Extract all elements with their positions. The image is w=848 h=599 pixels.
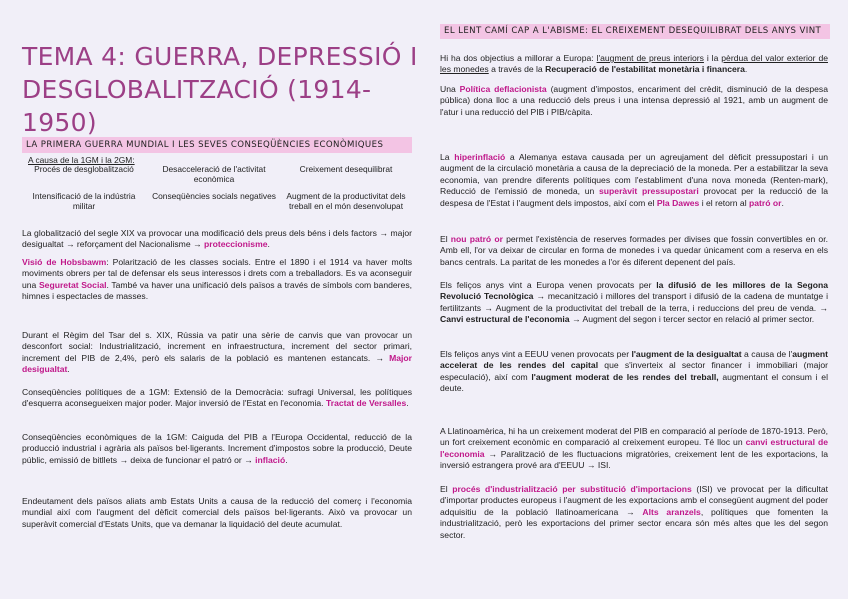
cause-item: Conseqüències socials negatives bbox=[152, 191, 276, 201]
cause-item: Procés de desglobalització bbox=[34, 164, 134, 174]
paragraph-deflation: Una Política deflacionista (augment d'impostos, encariment del crèdit, disminució de la despesa pública) dona lloc a una reducció dels preus i una intensa depressió al 1921, amb un augment de l'atur i una reducció del PIB i PIB/càpita. bbox=[440, 84, 828, 117]
paragraph-russia: Durant el Règim del Tsar del s. XIX, Rússia va patir una sèrie de canvis que van provocar un desconfort social: Industrialització, increment en infraestructura, increment del sector primari, increment del PIB de 2,4%, però els salaris de la població es mantenen estancats. → Major desigualtat. bbox=[22, 330, 412, 375]
paragraph-economic-consequences: Conseqüències econòmiques de la 1GM: Caiguda del PIB a l'Europa Occidental, reducció de la producció industrial i agrària als països bel·ligerants. Increment d'impostos sobre la producció, Deute públic, emissió de bitllets → deixa de funcionar el patró or → inflació. bbox=[22, 432, 412, 465]
paragraph-globalization: La globalització del segle XIX va provocar una modificació dels preus dels béns i dels factors → major desigualtat → reforçament del Nacionalisme → proteccionisme. bbox=[22, 228, 412, 250]
page-title: TEMA 4: GUERRA, DEPRESSIÓ I DESGLOBALITZACIÓ (1914-1950) bbox=[22, 42, 418, 137]
paragraph-hobsbawm: Visió de Hobsbawm: Polarització de les classes socials. Entre el 1890 i el 1914 va haver molts moviments obrers per tal de defensar els seus interessos i drets com a treballadors. Es va aconseguir una Seguretat Social. També va haver una unificació dels països a través de símbols com banderes, himnes i espectacles de masses. bbox=[22, 257, 412, 302]
paragraph-roaring-twenties-usa: Els feliços anys vint a EEUU venen provocats per l'augment de la desigualtat a causa de l'augment accelerat de les rendes del capital que s'inverteix al sector financer i immobiliari (major especulació), així com l'augment moderat de les rendes del treball, augmentant el consum i el deute. bbox=[440, 349, 829, 394]
section-heading-first-world-war: LA PRIMERA GUERRA MUNDIAL I LES SEVES CONSEQÜÈNCIES ECONÒMIQUES bbox=[22, 137, 412, 153]
paragraph-latin-america: A Llatinoamèrica, hi ha un creixement moderat del PIB en comparació al període de 1870-1913. Però, un fort creixement econòmic en comparació al creixement europeu. Té lloc un canvi estructural de l'economia → Paralització de les fluctuacions migratòries, creixement lent de les exportacions, la inversió estrangera prové ara d'EEUU → ISI. bbox=[440, 426, 828, 471]
paragraph-gold-standard: El nou patró or permet l'existència de reserves formades per divises que fossin convertibles en or. Amb ell, l'or va deixar de circular en forma de monedes i va quedar únicament com a reserva en els bancs centrals. La paritat de les monedes a l'or és diferent depenent del país. bbox=[440, 234, 828, 267]
section-heading-twenties: EL LENT CAMÍ CAP A L'ABISME: EL CREIXEMENT DESEQUILIBRAT DELS ANYS VINT bbox=[440, 24, 830, 39]
causes-label: A causa de la 1GM i la 2GM: bbox=[28, 155, 135, 165]
paragraph-hyperinflation: La hiperinflació a Alemanya estava causada per un agreujament del dèficit pressupostari i un augment de la circulació monetària a causa de la depreciació de la moneda. Per a estabilitzar la seva economia, van prendre diferents polítiques com l'establiment d'una nova moneda (Renten-mark), Reducció de l'emissió de moneda, un superàvit pressupostari provocat per la reducció de la despesa de l'Estat i l'augment dels impostos, així com el Pla Dawes i el retorn al patró or. bbox=[440, 152, 828, 208]
paragraph-debt: Endeutament dels països aliats amb Estats Units a causa de la reducció del comerç i l'economia mundial així com l'augment del dèficit comercial dels països bel·ligerants. Això va provocar un superàvit comercial d'Estats Units, que va demanar la liquidació del deute acumulat. bbox=[22, 496, 412, 529]
paragraph-roaring-twenties-europe: Els feliços anys vint a Europa venen provocats per la difusió de les millores de la Segona Revolució Tecnològica → mecanització i millores del transport i difusió de la cadena de muntatge i fertilitzants → Augment de la productivitat del treball de la terra, i reduccions del preu de venda. → Canvi estructural de l'economia → Augment del segon i tercer sector en relació al primer sector. bbox=[440, 280, 828, 325]
cause-item: Creixement desequilibrat bbox=[299, 164, 393, 174]
paragraph-objectives: Hi ha dos objectius a millorar a Europa: l'augment de preus interiors i la pèrdua del valor exterior de les monedes a través de la Recuperació de l'estabilitat monetària i financera. bbox=[440, 53, 828, 75]
cause-item: Desacceleració de l'activitat econòmica bbox=[162, 164, 266, 185]
paragraph-isi: El procés d'industrialització per substitució d'importacions (ISI) ve provocat per la dificultat d'importar productes europeus i l'augment de les exportacions amb el consegüent augment del poder adquisitiu de la població llatinoamericana → Alts aranzels, polítiques que fomenten la industrialització, però les exportacions del primer sector encara són més altes que les del segon sector. bbox=[440, 484, 829, 540]
paragraph-political-consequences: Conseqüències polítiques de a 1GM: Extensió de la Democràcia: sufragi Universal, les polítiques d'esquerra aconsegueixen major poder. Major inversió de l'Estat en l'economia. Tractat de Versalles. bbox=[22, 387, 412, 409]
cause-item: Intensificació de la indústria militar bbox=[32, 191, 136, 212]
cause-item: Augment de la productivitat dels treball en el món desenvolupat bbox=[286, 191, 406, 212]
